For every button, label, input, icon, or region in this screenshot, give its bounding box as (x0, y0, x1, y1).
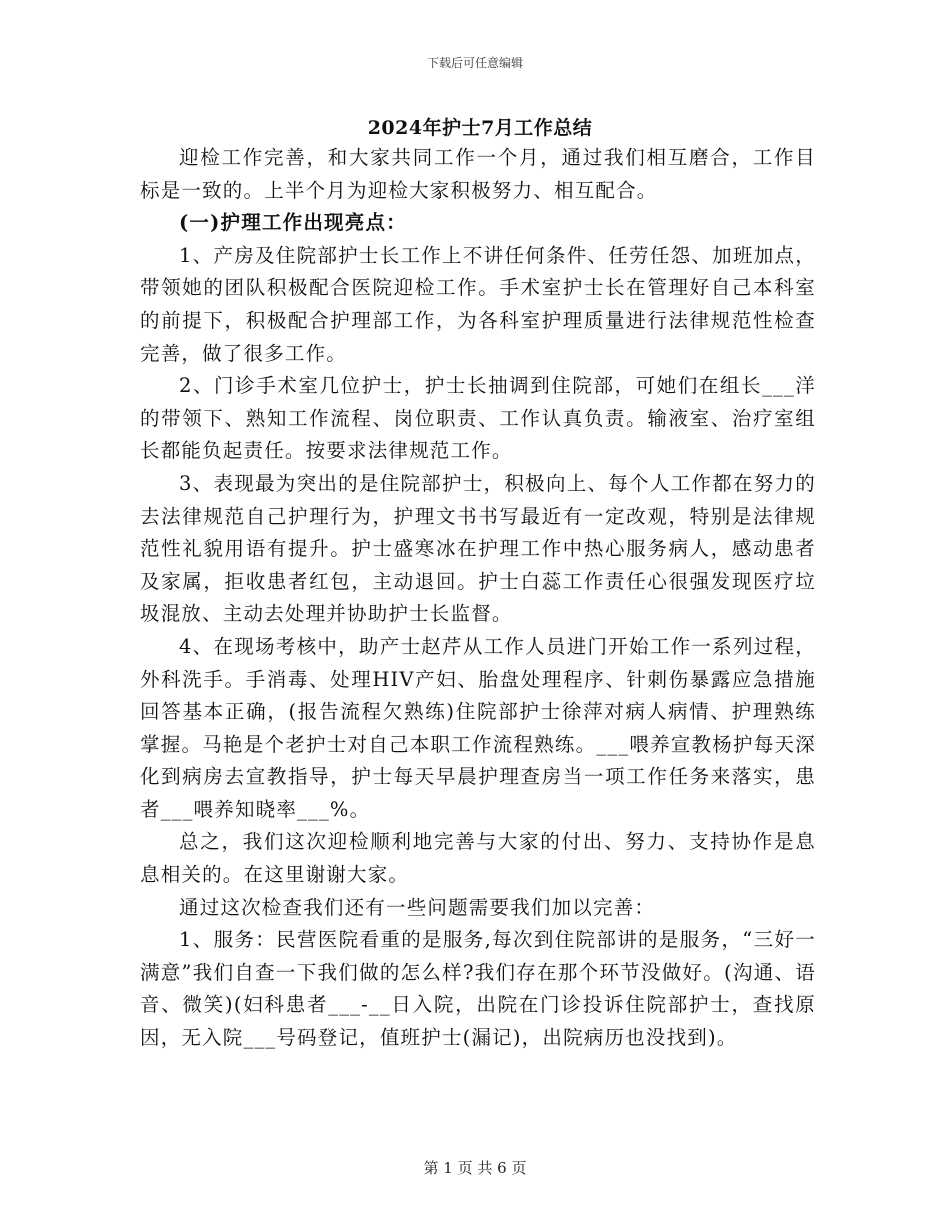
section-heading: (一)护理工作出现亮点： (179, 211, 407, 235)
paragraph-issue-service: 1、服务：民营医院看重的是服务,每次到住院部讲的是服务，“三好一满意”我们自查一下我们做的怎么样?我们存在那个环节没做好。(沟通、语音、微笑)(妇科患者___-__日入院，出院在门诊投诉住院部护士，查找原因，无入院___号码登记，值班护士(漏记)，出院病历也没找到)。 (140, 928, 816, 1050)
paragraph-intro: 迎检工作完善，和大家共同工作一个月，通过我们相互磨合，工作目标是一致的。上半个月为迎检大家积极努力、相互配合。 (140, 146, 816, 202)
paragraph-item-1: 1、产房及住院部护士长工作上不讲任何条件、任劳任怨、加班加点，带领她的团队积极配合医院迎检工作。手术室护士长在管理好自己本科室的前提下，积极配合护理部工作，为各科室护理质量进行法律规范性检查完善，做了很多工作。 (140, 243, 816, 365)
document-title: 2024年护士7月工作总结 (367, 117, 593, 139)
page-number: 第 1 页 共 6 页 (423, 1159, 527, 1177)
paragraph-item-4: 4、在现场考核中，助产士赵芹从工作人员进门开始工作一系列过程，外科洗手。手消毒、处理HIV产妇、胎盘处理程序、针刺伤暴露应急措施回答基本正确，(报告流程欠熟练)住院部护士徐萍对病人病情、护理熟练掌握。马艳是个老护士对自己本职工作流程熟练。___喂养宣教杨护每天深化到病房去宣教指导，护士每天早晨护理查房当一项工作任务来落实，患者___喂养知晓率___%。 (140, 634, 816, 821)
header-note: 下载后可任意编辑 (426, 56, 523, 70)
paragraph-summary: 总之，我们这次迎检顺利地完善与大家的付出、努力、支持协作是息息相关的。在这里谢谢大家。 (140, 830, 816, 887)
paragraph-item-3: 3、表现最为突出的是住院部护士，积极向上、每个人工作都在努力的去法律规范自己护理行为，护理文书书写最近有一定改观，特别是法律规范性礼貌用语有提升。护士盛寒冰在护理工作中热心服务病人，感动患者及家属，拒收患者红包，主动退回。护士白蕊工作责任心很强发现医疗垃圾混放、主动去处理并协助护士长监督。 (140, 471, 816, 626)
document-body (140, 142, 816, 1055)
paragraph-item-2: 2、门诊手术室几位护士，护士长抽调到住院部，可她们在组长___洋的带领下、熟知工作流程、岗位职责、工作认真负责。输液室、治疗室组长都能负起责任。按要求法律规范工作。 (140, 374, 816, 463)
paragraph-issues-intro: 通过这次检查我们还有一些问题需要我们加以完善： (179, 895, 656, 919)
